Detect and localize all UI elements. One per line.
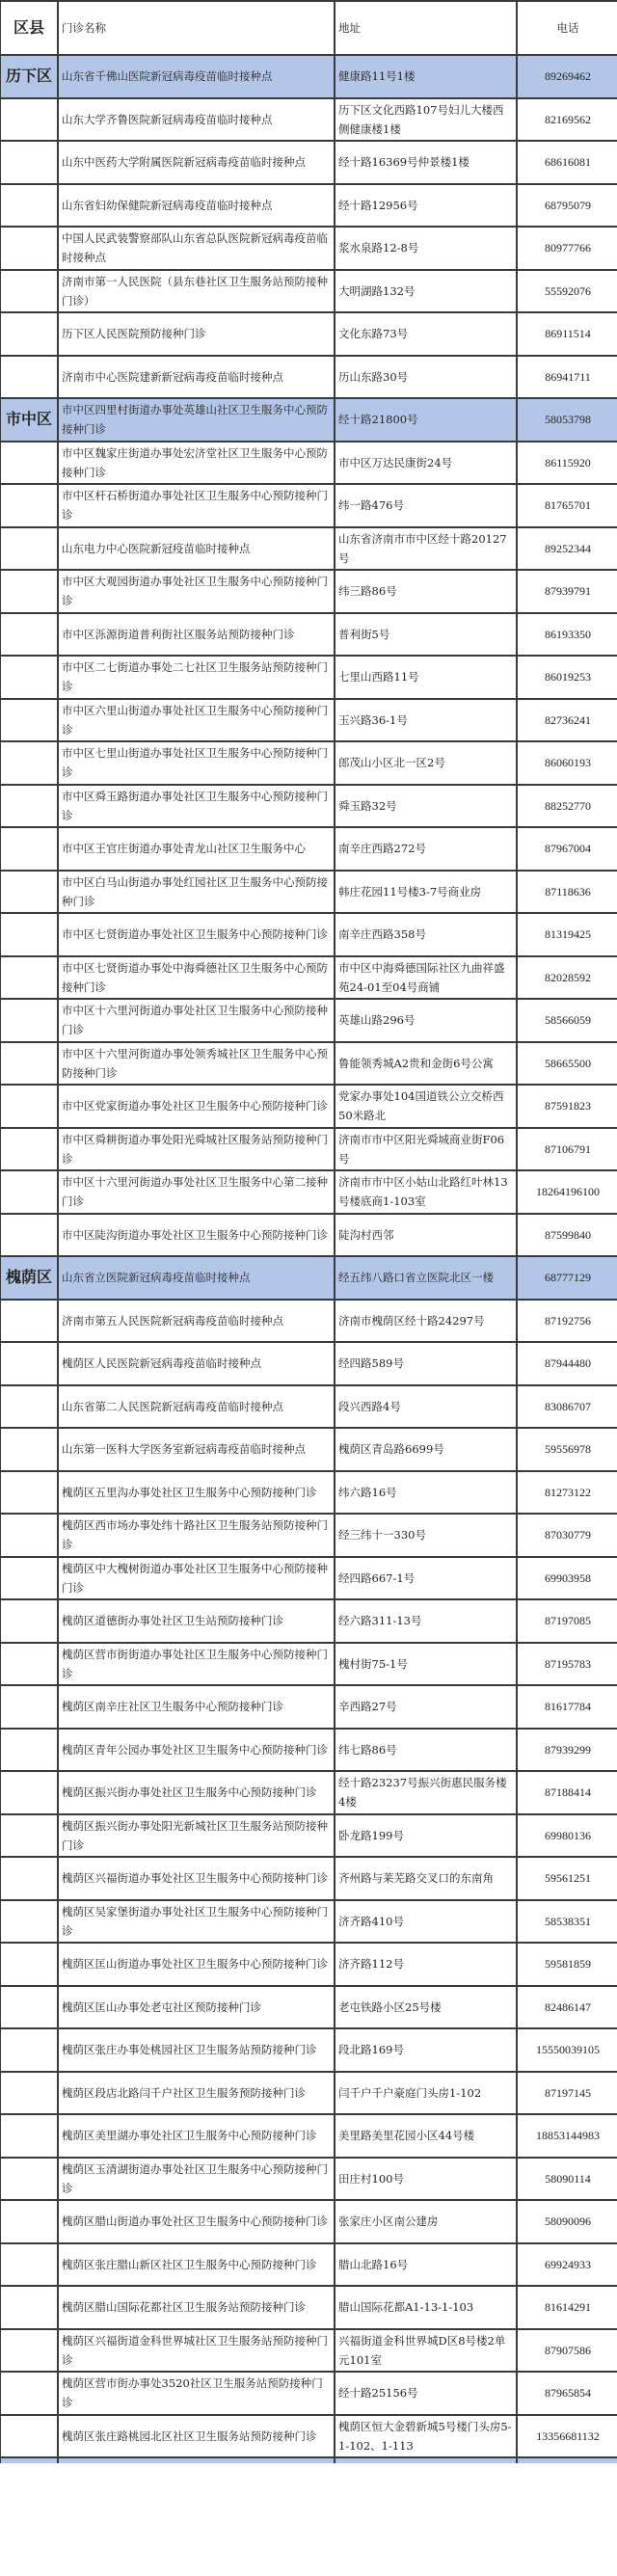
address-cell: 南辛庄西路272号 [335, 827, 517, 871]
address-cell: 历山东路30号 [335, 356, 517, 399]
district-cell [0, 2072, 58, 2115]
address-cell: 山东省济南市市中区经十路20127号 [335, 527, 517, 571]
district-cell [0, 913, 58, 956]
table-row [0, 956, 617, 1000]
phone-cell: 69980136 [517, 1814, 617, 1858]
phone-cell: 87967004 [517, 827, 617, 871]
table-row [0, 1342, 617, 1385]
clinic-name-cell: 市中区党家街道办事处社区卫生服务中心预防接种门诊 [58, 1085, 335, 1128]
clinic-name-cell: 槐荫区张庄路桃园北区社区卫生服务站预防接种门诊 [58, 2415, 335, 2458]
phone-cell: 87965854 [517, 2372, 617, 2415]
district-cell [0, 141, 58, 184]
district-cell: 槐荫区 [0, 1256, 58, 1300]
table-row [0, 613, 617, 657]
table-row [0, 1943, 617, 1986]
address-cell: 普利街5号 [335, 613, 517, 657]
address-cell: 玉兴路36-1号 [335, 699, 517, 742]
address-cell: 纬一路476号 [335, 484, 517, 527]
address-cell: 市中区万达民康街24号 [335, 442, 517, 485]
table-row [0, 442, 617, 485]
clinic-name-cell: 山东电力中心医院新冠疫苗临时接种点 [58, 527, 335, 571]
table-row [0, 141, 617, 184]
clinic-name-cell: 槐荫区青年公园办事处社区卫生服务中心预防接种门诊 [58, 1729, 335, 1772]
district-cell [0, 184, 58, 228]
district-cell [0, 1428, 58, 1471]
address-cell: 槐荫区恒大金碧新城5号楼门头房5-1-102、1-113 [335, 2415, 517, 2458]
phone-cell: 68795079 [517, 184, 617, 228]
table-row [0, 2200, 617, 2243]
district-cell [0, 2415, 58, 2458]
district-cell [0, 1729, 58, 1772]
phone-cell: 87195783 [517, 1643, 617, 1686]
phone-cell: 88252770 [517, 785, 617, 828]
table-row [0, 1643, 617, 1686]
clinic-name-cell: 市中区大观园街道办事处社区卫生服务中心预防接种门诊 [58, 570, 335, 613]
phone-cell: 86060193 [517, 741, 617, 785]
phone-cell: 81617784 [517, 1685, 617, 1729]
phone-cell: 87907586 [517, 2329, 617, 2373]
address-cell: 济南市市中区阳光舜城商业街F06号 [335, 1128, 517, 1171]
clinic-name-cell: 槐荫区西市场办事处纬十路社区卫生服务站预防接种门诊 [58, 1514, 335, 1557]
header-phone: 电话 [517, 1, 617, 55]
district-cell [0, 613, 58, 657]
clinic-name-cell: 市中区十六里河街道办事处社区卫生服务中心预防接种门诊 [58, 999, 335, 1042]
table-row [0, 1557, 617, 1600]
clinic-name-cell: 市中区陡沟街道办事处社区卫生服务中心预防接种门诊 [58, 1214, 335, 1257]
clinic-name-cell: 济南市中心医院建新新冠病毒疫苗临时接种点 [58, 356, 335, 399]
table-row [0, 270, 617, 313]
address-cell: 市中区中海舜德国际社区九曲祥盛苑24-01至04号商铺 [335, 956, 517, 1000]
phone-cell: 87944480 [517, 1342, 617, 1385]
district-cell [0, 785, 58, 828]
table-row [0, 2243, 617, 2287]
address-cell: 健康路11号1楼 [335, 55, 517, 98]
clinic-name-cell: 槐荫区南辛庄社区卫生服务中心预防接种门诊 [58, 1685, 335, 1729]
district-cell [0, 98, 58, 142]
district-cell [0, 1814, 58, 1858]
address-cell: 大明湖路132号 [335, 270, 517, 313]
district-cell [0, 2158, 58, 2201]
district-cell [0, 871, 58, 914]
phone-cell: 58090096 [517, 2200, 617, 2243]
table-header-row [0, 1, 617, 55]
phone-cell: 58538351 [517, 1900, 617, 1944]
next-district-row-partial [0, 2457, 617, 2463]
address-cell: 辛西路27号 [335, 1685, 517, 1729]
phone-cell: 82169562 [517, 98, 617, 142]
table-row [0, 871, 617, 914]
table-row [0, 2372, 617, 2415]
phone-cell: 83086707 [517, 1385, 617, 1429]
address-cell: 经十路12956号 [335, 184, 517, 228]
address-cell: 济南市市中区小姑山北路红叶林13号楼底商1-103室 [335, 1170, 517, 1214]
district-cell [0, 656, 58, 699]
table-row [0, 1085, 617, 1128]
phone-cell: 81765701 [517, 484, 617, 527]
address-cell: 纬六路16号 [335, 1471, 517, 1515]
phone-cell: 80977766 [517, 227, 617, 270]
clinic-name-cell: 槐荫区匡山办事处老屯社区预防接种门诊 [58, 1986, 335, 2029]
address-cell: 槐荫区青岛路6699号 [335, 1428, 517, 1471]
phone-cell: 86019253 [517, 656, 617, 699]
empty-cell [0, 2457, 58, 2463]
table-row [0, 1857, 617, 1900]
address-cell: 张家庄小区南公建房 [335, 2200, 517, 2243]
table-row [0, 699, 617, 742]
district-cell [0, 442, 58, 485]
address-cell: 兴福街道金科世界城D区8号楼2单元101室 [335, 2329, 517, 2373]
phone-cell: 69924933 [517, 2243, 617, 2287]
clinic-name-cell: 山东大学齐鲁医院新冠病毒疫苗临时接种点 [58, 98, 335, 142]
clinic-name-cell: 槐荫区振兴街办事处社区卫生服务中心预防接种门诊 [58, 1771, 335, 1814]
clinic-name-cell: 山东中医药大学附属医院新冠病毒疫苗临时接种点 [58, 141, 335, 184]
table-row [0, 2028, 617, 2072]
district-cell [0, 1471, 58, 1515]
district-cell [0, 1514, 58, 1557]
header-address: 地址 [335, 1, 517, 55]
phone-cell: 87939299 [517, 1729, 617, 1772]
clinic-name-cell: 市中区四里村街道办事处英雄山社区卫生服务中心预防接种门诊 [58, 398, 335, 442]
table-row [0, 227, 617, 270]
phone-cell: 87599840 [517, 1214, 617, 1257]
phone-cell: 13356681132 [517, 2415, 617, 2458]
district-cell [0, 2200, 58, 2243]
address-cell: 七里山西路11号 [335, 656, 517, 699]
phone-cell: 58665500 [517, 1042, 617, 1086]
district-cell [0, 999, 58, 1042]
address-cell: 腊山北路16号 [335, 2243, 517, 2287]
address-cell: 济南市槐荫区经十路24297号 [335, 1300, 517, 1343]
table-row [0, 184, 617, 228]
clinic-name-cell: 槐荫区腊山街道办事处社区卫生服务中心预防接种门诊 [58, 2200, 335, 2243]
table-row [0, 484, 617, 527]
district-cell [0, 570, 58, 613]
clinic-name-cell: 市中区魏家庄街道办事处宏济堂社区卫生服务中心预防接种门诊 [58, 442, 335, 485]
clinic-name-cell: 济南市第五人民医院新冠病毒疫苗临时接种点 [58, 1300, 335, 1343]
phone-cell: 87030779 [517, 1514, 617, 1557]
phone-cell: 87197145 [517, 2072, 617, 2115]
table-row [0, 2158, 617, 2201]
address-cell: 经十路16369号仲景楼1楼 [335, 141, 517, 184]
district-cell [0, 741, 58, 785]
clinic-name-cell: 槐荫区营市街街道办事处社区卫生服务中心预防接种门诊 [58, 1643, 335, 1686]
clinic-name-cell: 市中区王官庄街道办事处青龙山社区卫生服务中心 [58, 827, 335, 871]
district-cell [0, 1943, 58, 1986]
district-cell [0, 527, 58, 571]
clinic-name-cell: 槐荫区五里沟办事处社区卫生服务中心预防接种门诊 [58, 1471, 335, 1515]
address-cell: 鲁能领秀城A2贵和金街6号公寓 [335, 1042, 517, 1086]
phone-cell: 81614291 [517, 2286, 617, 2329]
phone-cell: 86193350 [517, 613, 617, 657]
empty-cell [335, 2457, 517, 2463]
clinic-name-cell: 市中区泺源街道普利街社区服务站预防接种门诊 [58, 613, 335, 657]
header-district: 区县 [0, 1, 58, 55]
table-row [0, 2329, 617, 2373]
district-cell [0, 1342, 58, 1385]
table-row [0, 356, 617, 399]
district-cell [0, 699, 58, 742]
table-row [0, 1042, 617, 1086]
clinic-name-cell: 槐荫区玉清湖街道办事处社区卫生服务中心预防接种门诊 [58, 2158, 335, 2201]
address-cell: 经十路23237号振兴街惠民服务楼4楼 [335, 1771, 517, 1814]
table-row [0, 1729, 617, 1772]
table-row [0, 827, 617, 871]
phone-cell: 87188414 [517, 1771, 617, 1814]
address-cell: 纬三路86号 [335, 570, 517, 613]
phone-cell: 82486147 [517, 1986, 617, 2029]
phone-cell: 86941711 [517, 356, 617, 399]
table-row [0, 1300, 617, 1343]
phone-cell: 15550039105 [517, 2028, 617, 2072]
phone-cell: 58090114 [517, 2158, 617, 2201]
district-cell [0, 1771, 58, 1814]
table-row [0, 1428, 617, 1471]
clinic-name-cell: 槐荫区振兴街办事处阳光新城社区卫生服务站预防接种门诊 [58, 1814, 335, 1858]
address-cell: 历下区文化西路107号妇儿大楼西侧健康楼1楼 [335, 98, 517, 142]
phone-cell: 87118636 [517, 871, 617, 914]
district-cell [0, 1986, 58, 2029]
district-cell [0, 1300, 58, 1343]
address-cell: 文化东路73号 [335, 312, 517, 356]
table-row [0, 1128, 617, 1171]
address-cell: 齐州路与莱芜路交叉口的东南角 [335, 1857, 517, 1900]
address-cell: 经六路311-13号 [335, 1599, 517, 1643]
district-cell [0, 312, 58, 356]
address-cell: 闫千户千户豪庭门头房1-102 [335, 2072, 517, 2115]
clinic-name-cell: 槐荫区道德街办事处社区卫生站预防接种门诊 [58, 1599, 335, 1643]
district-cell [0, 1685, 58, 1729]
address-cell: 经三纬十一330号 [335, 1514, 517, 1557]
table-row [0, 2286, 617, 2329]
phone-cell: 82028592 [517, 956, 617, 1000]
district-cell [0, 227, 58, 270]
table-row [0, 312, 617, 356]
phone-cell: 59556978 [517, 1428, 617, 1471]
address-cell: 卧龙路199号 [335, 1814, 517, 1858]
table-row [0, 785, 617, 828]
clinic-name-cell: 市中区杆石桥街道办事处社区卫生服务中心预防接种门诊 [58, 484, 335, 527]
address-cell: 美里路美里花园小区44号楼 [335, 2114, 517, 2158]
table-row [0, 1814, 617, 1858]
clinic-name-cell: 市中区白马山街道办事处红园社区卫生服务中心预防接种门诊 [58, 871, 335, 914]
phone-cell: 87106791 [517, 1128, 617, 1171]
clinic-name-cell: 槐荫区营市街办事处3520社区卫生服务站预防接种门诊 [58, 2372, 335, 2415]
table-row [0, 398, 617, 442]
table-row [0, 1256, 617, 1300]
clinic-name-cell: 市中区七贤街道办事处中海舜德社区卫生服务中心预防接种门诊 [58, 956, 335, 1000]
clinic-name-cell: 槐荫区兴福街道金科世界城社区卫生服务站预防接种门诊 [58, 2329, 335, 2373]
address-cell: 段兴西路4号 [335, 1385, 517, 1429]
table-row [0, 1771, 617, 1814]
clinic-name-cell: 市中区十六里河街道办事处社区卫生服务中心第二接种门诊 [58, 1170, 335, 1214]
district-cell: 市中区 [0, 398, 58, 442]
address-cell: 南辛庄西路358号 [335, 913, 517, 956]
clinic-name-cell: 槐荫区美里湖办事处社区卫生服务中心预防接种门诊 [58, 2114, 335, 2158]
clinic-name-cell: 市中区舜玉路街道办事处社区卫生服务中心预防接种门诊 [58, 785, 335, 828]
phone-cell: 87192756 [517, 1300, 617, 1343]
address-cell: 腊山国际花都A1-13-1-103 [335, 2286, 517, 2329]
district-cell [0, 356, 58, 399]
table-row [0, 1685, 617, 1729]
address-cell: 槐村街75-1号 [335, 1643, 517, 1686]
phone-cell: 68777129 [517, 1256, 617, 1300]
phone-cell: 82736241 [517, 699, 617, 742]
district-cell [0, 1643, 58, 1686]
table-row [0, 55, 617, 98]
district-cell [0, 1385, 58, 1429]
address-cell: 英雄山路296号 [335, 999, 517, 1042]
table-row [0, 570, 617, 613]
address-cell: 济齐路112号 [335, 1943, 517, 1986]
phone-cell: 87591823 [517, 1085, 617, 1128]
district-cell [0, 484, 58, 527]
address-cell: 段北路169号 [335, 2028, 517, 2072]
district-cell [0, 1857, 58, 1900]
clinic-name-cell: 山东省第二人民医院新冠病毒疫苗临时接种点 [58, 1385, 335, 1429]
clinic-name-cell: 槐荫区吴家堡街道办事处社区卫生服务中心预防接种门诊 [58, 1900, 335, 1944]
phone-cell: 89269462 [517, 55, 617, 98]
district-cell [0, 956, 58, 1000]
phone-cell: 68616081 [517, 141, 617, 184]
empty-cell [517, 2457, 617, 2463]
clinic-name-cell: 槐荫区张庄办事处桃园社区卫生服务站预防接种门诊 [58, 2028, 335, 2072]
phone-cell: 87197085 [517, 1599, 617, 1643]
clinic-name-cell: 槐荫区兴福街道办事处社区卫生服务中心预防接种门诊 [58, 1857, 335, 1900]
address-cell: 济齐路410号 [335, 1900, 517, 1944]
address-cell: 经十路25156号 [335, 2372, 517, 2415]
table-row [0, 656, 617, 699]
address-cell: 经五纬八路口省立医院北区一楼 [335, 1256, 517, 1300]
phone-cell: 81319425 [517, 913, 617, 956]
clinic-name-cell: 槐荫区张庄腊山新区社区卫生服务中心预防接种门诊 [58, 2243, 335, 2287]
phone-cell: 59581859 [517, 1943, 617, 1986]
address-cell: 纬七路86号 [335, 1729, 517, 1772]
clinic-name-cell: 市中区十六里河街道办事处领秀城社区卫生服务中心预防接种门诊 [58, 1042, 335, 1086]
address-cell: 经十路21800号 [335, 398, 517, 442]
table-row [0, 1385, 617, 1429]
district-cell [0, 1128, 58, 1171]
district-cell [0, 1214, 58, 1257]
table-row [0, 1514, 617, 1557]
clinic-name-cell: 槐荫区腊山国际花都社区卫生服务站预防接种门诊 [58, 2286, 335, 2329]
table-row [0, 527, 617, 571]
phone-cell: 18853144983 [517, 2114, 617, 2158]
district-cell [0, 1900, 58, 1944]
district-cell [0, 2329, 58, 2373]
clinic-name-cell: 槐荫区中大槐树街道办事处社区卫生服务中心预防接种门诊 [58, 1557, 335, 1600]
clinic-name-cell: 市中区六里山街道办事处社区卫生服务中心预防接种门诊 [58, 699, 335, 742]
clinic-name-cell: 山东省立医院新冠病毒疫苗临时接种点 [58, 1256, 335, 1300]
address-cell: 老屯铁路小区25号楼 [335, 1986, 517, 2029]
clinic-name-cell: 槐荫区人民医院新冠病毒疫苗临时接种点 [58, 1342, 335, 1385]
district-cell [0, 270, 58, 313]
clinic-name-cell: 市中区舜耕街道办事处阳光舜城社区服务站预防接种门诊 [58, 1128, 335, 1171]
clinic-name-cell: 山东省妇幼保健院新冠病毒疫苗临时接种点 [58, 184, 335, 228]
address-cell: 党家办事处104国道铁公立交桥西50米路北 [335, 1085, 517, 1128]
address-cell: 浆水泉路12-8号 [335, 227, 517, 270]
table-row [0, 1900, 617, 1944]
district-cell [0, 1170, 58, 1214]
table-row [0, 1599, 617, 1643]
table-row [0, 2114, 617, 2158]
empty-cell [58, 2457, 335, 2463]
district-cell [0, 2286, 58, 2329]
clinic-name-cell: 槐荫区段店北路闫千户社区卫生服务预防接种门诊 [58, 2072, 335, 2115]
address-cell: 经四路667-1号 [335, 1557, 517, 1600]
phone-cell: 87939791 [517, 570, 617, 613]
district-cell [0, 2114, 58, 2158]
table-row [0, 1986, 617, 2029]
district-cell [0, 2372, 58, 2415]
district-cell [0, 2028, 58, 2072]
address-cell: 陡沟村西邻 [335, 1214, 517, 1257]
district-cell: 历下区 [0, 55, 58, 98]
table-row [0, 1214, 617, 1257]
table-row [0, 1471, 617, 1515]
phone-cell: 69903958 [517, 1557, 617, 1600]
phone-cell: 55592076 [517, 270, 617, 313]
phone-cell: 86911514 [517, 312, 617, 356]
table-row [0, 913, 617, 956]
table-row [0, 2072, 617, 2115]
phone-cell: 89252344 [517, 527, 617, 571]
phone-cell: 81273122 [517, 1471, 617, 1515]
clinic-name-cell: 历下区人民医院预防接种门诊 [58, 312, 335, 356]
phone-cell: 59561251 [517, 1857, 617, 1900]
table-row [0, 2415, 617, 2458]
address-cell: 经四路589号 [335, 1342, 517, 1385]
phone-cell: 86115920 [517, 442, 617, 485]
table-row [0, 98, 617, 142]
address-cell: 韩庄花园11号楼3-7号商业房 [335, 871, 517, 914]
phone-cell: 58053798 [517, 398, 617, 442]
clinic-name-cell: 市中区二七街道办事处二七社区卫生服务站预防接种门诊 [58, 656, 335, 699]
clinic-name-cell: 山东第一医科大学医务室新冠病毒疫苗临时接种点 [58, 1428, 335, 1471]
table-row [0, 1170, 617, 1214]
clinic-name-cell: 槐荫区匡山街道办事处社区卫生服务中心预防接种门诊 [58, 1943, 335, 1986]
district-cell [0, 1599, 58, 1643]
district-cell [0, 827, 58, 871]
phone-cell: 18264196100 [517, 1170, 617, 1214]
clinic-name-cell: 市中区七贤街道办事处社区卫生服务中心预防接种门诊 [58, 913, 335, 956]
clinic-name-cell: 山东省千佛山医院新冠病毒疫苗临时接种点 [58, 55, 335, 98]
address-cell: 郎茂山小区北一区2号 [335, 741, 517, 785]
district-cell [0, 2243, 58, 2287]
phone-cell: 58566059 [517, 999, 617, 1042]
table-row [0, 741, 617, 785]
clinic-name-cell: 济南市第一人民医院（县东巷社区卫生服务站预防接种门诊） [58, 270, 335, 313]
address-cell: 舜玉路32号 [335, 785, 517, 828]
table-row [0, 999, 617, 1042]
header-clinic-name: 门诊名称 [58, 1, 335, 55]
clinic-name-cell: 中国人民武装警察部队山东省总队医院新冠病毒疫苗临时接种点 [58, 227, 335, 270]
address-cell: 田庄村100号 [335, 2158, 517, 2201]
district-cell [0, 1042, 58, 1086]
clinic-name-cell: 市中区七里山街道办事处社区卫生服务中心预防接种门诊 [58, 741, 335, 785]
district-cell [0, 1557, 58, 1600]
district-cell [0, 1085, 58, 1128]
